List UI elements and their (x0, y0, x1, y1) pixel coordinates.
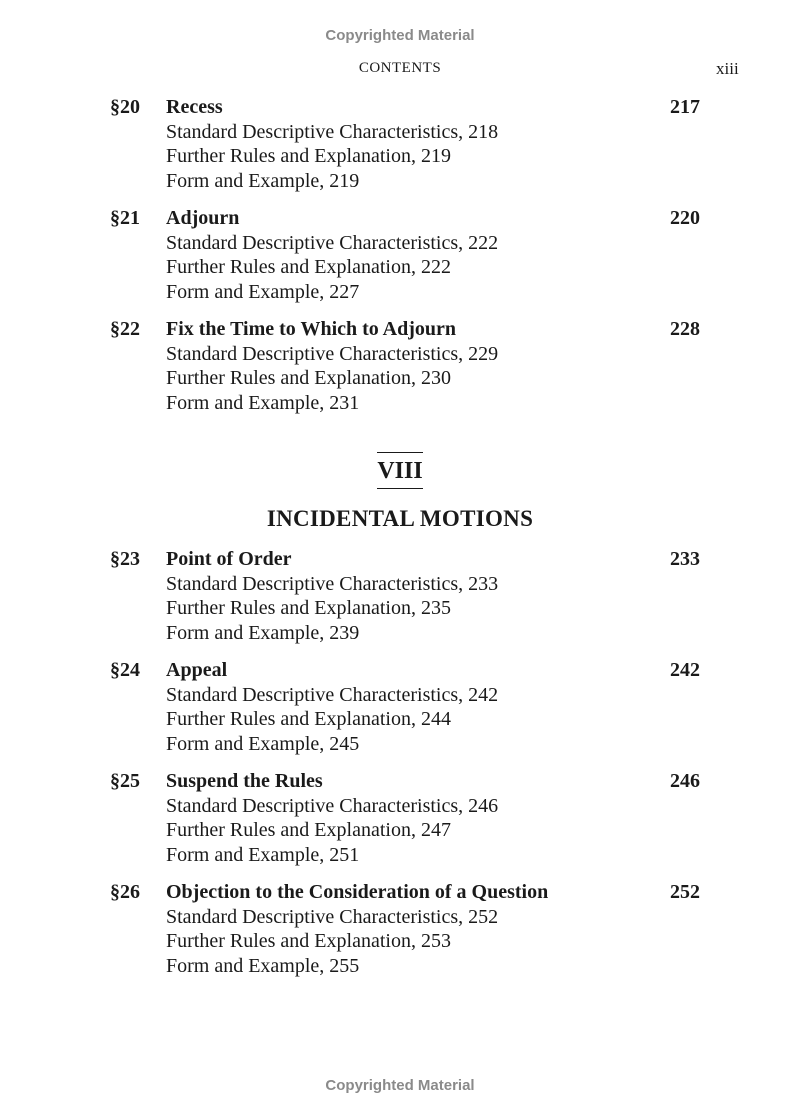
sub-entry: Form and Example, 227 (166, 281, 360, 304)
sub-entry: Form and Example, 255 (166, 955, 360, 978)
section-title: Appeal (166, 659, 228, 681)
sub-entry: Further Rules and Explanation, 244 (166, 708, 451, 731)
section-number: §22 (110, 318, 140, 340)
section-page: 242 (670, 659, 700, 681)
sub-entry: Further Rules and Explanation, 222 (166, 256, 451, 279)
sub-entry: Further Rules and Explanation, 247 (166, 819, 451, 842)
sub-entry: Form and Example, 231 (166, 392, 360, 415)
sub-entry: Standard Descriptive Characteristics, 246 (166, 794, 499, 817)
sub-entry: Standard Descriptive Characteristics, 242 (166, 683, 499, 706)
section-title: Point of Order (166, 548, 292, 570)
section-number: §20 (110, 96, 140, 118)
page-number: xiii (716, 59, 739, 78)
section-page: 220 (670, 207, 700, 229)
copyright-watermark-top: Copyrighted Material (325, 27, 475, 44)
section-title: Objection to the Consideration of a Question (166, 881, 549, 903)
sub-entry: Standard Descriptive Characteristics, 222 (166, 231, 499, 254)
sub-entry: Further Rules and Explanation, 253 (166, 930, 451, 953)
toc-entry (110, 547, 710, 646)
copyright-watermark-bottom: Copyrighted Material (325, 1077, 475, 1094)
section-title: Suspend the Rules (166, 770, 323, 792)
section-page: 252 (670, 881, 700, 903)
sub-entry: Standard Descriptive Characteristics, 252 (166, 905, 499, 928)
section-number: §23 (110, 548, 140, 570)
sub-entry: Form and Example, 239 (166, 622, 360, 645)
sub-entry: Standard Descriptive Characteristics, 233 (166, 572, 499, 595)
toc-entry (110, 317, 710, 416)
sub-entry: Standard Descriptive Characteristics, 229 (166, 342, 499, 365)
part-number-block (0, 452, 800, 489)
section-page: 246 (670, 770, 700, 792)
toc-entry (110, 95, 710, 194)
section-number: §25 (110, 770, 140, 792)
sub-entry: Form and Example, 219 (166, 170, 360, 193)
section-page: 228 (670, 318, 700, 340)
part-number: VIII (377, 452, 422, 489)
sub-entry: Further Rules and Explanation, 235 (166, 597, 451, 620)
toc-entry (110, 658, 710, 757)
section-number: §24 (110, 659, 140, 681)
toc-entry (110, 206, 710, 305)
sub-entry: Form and Example, 251 (166, 844, 360, 867)
section-title: Recess (166, 96, 223, 118)
section-page: 217 (670, 96, 700, 118)
running-head: CONTENTS (358, 60, 442, 76)
sub-entry: Form and Example, 245 (166, 733, 360, 756)
sub-entry: Further Rules and Explanation, 230 (166, 367, 451, 390)
part-title: INCIDENTAL MOTIONS (266, 506, 534, 531)
sub-entry: Further Rules and Explanation, 219 (166, 145, 451, 168)
toc-entry (110, 769, 710, 868)
section-number: §26 (110, 881, 140, 903)
section-page: 233 (670, 548, 700, 570)
section-title: Fix the Time to Which to Adjourn (166, 318, 457, 340)
section-number: §21 (110, 207, 140, 229)
sub-entry: Standard Descriptive Characteristics, 218 (166, 120, 499, 143)
toc-entry (110, 880, 710, 979)
section-title: Adjourn (166, 207, 240, 229)
